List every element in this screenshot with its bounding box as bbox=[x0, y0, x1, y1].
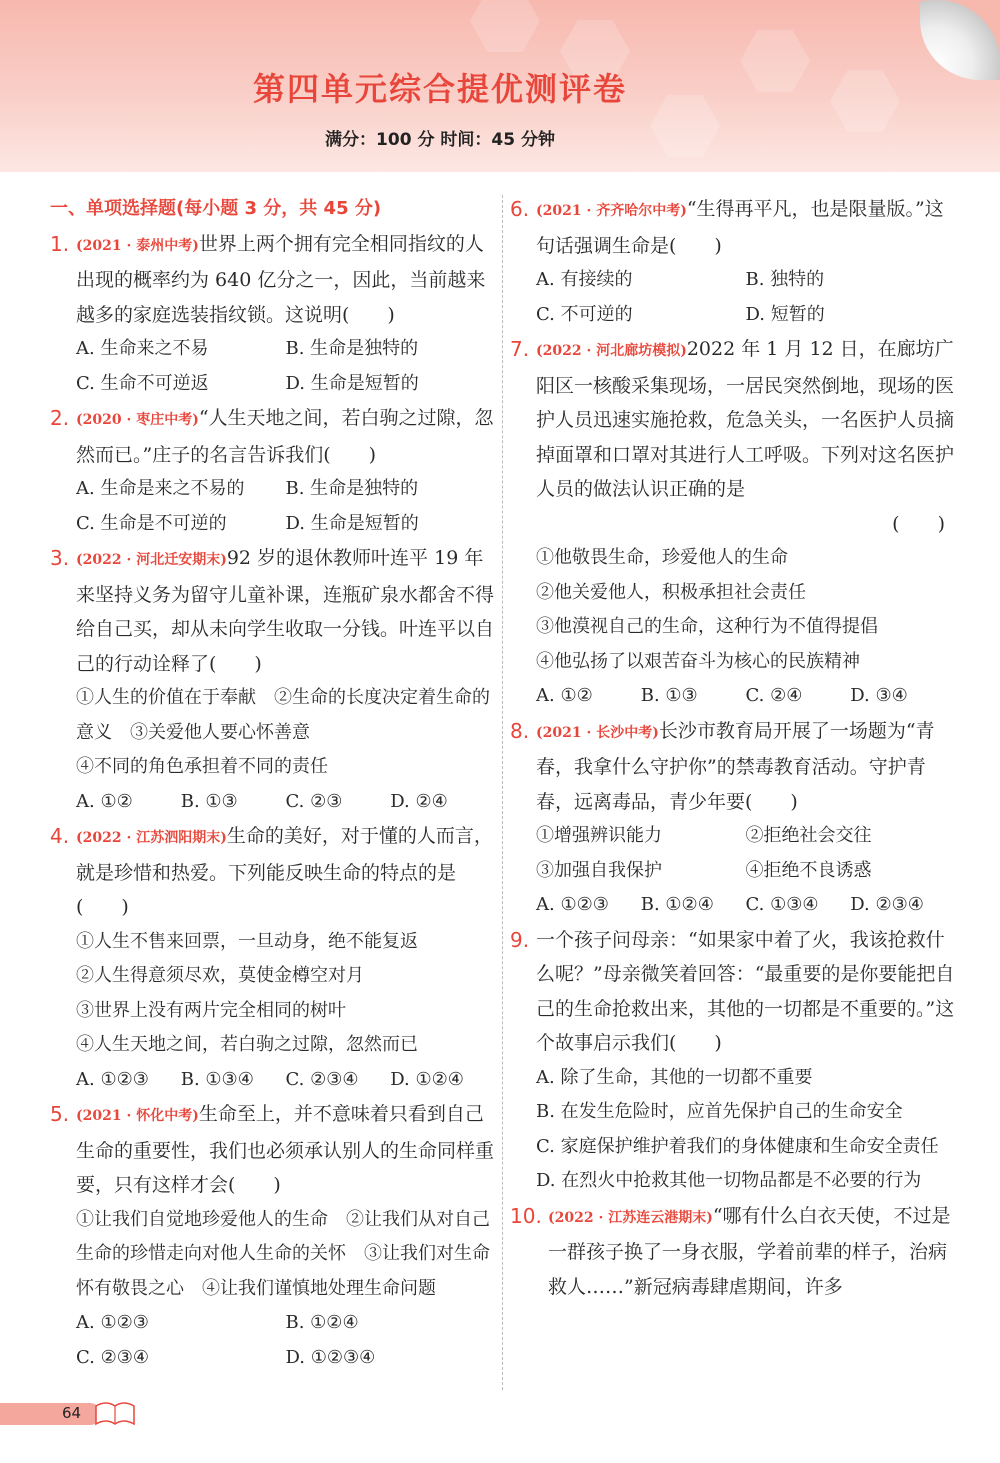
score-time-info: 满分：100 分 时间：45 分钟 bbox=[325, 130, 555, 150]
question-3 bbox=[50, 541, 495, 819]
question-stem: 2022 年 1 月 12 日，在廊坊广阳区一核酸采集现场，一居民突然倒地，现场的医护人员迅速实施抢救，危急关头，一名医护人员摘掉面罩和口罩对其进行人工呼吸。下列对这名医护人员的做法认识正确的是 bbox=[536, 338, 955, 500]
statement-item: ④拒绝不良诱惑 bbox=[745, 859, 872, 881]
option-b[interactable]: B. 独特的 bbox=[745, 269, 825, 290]
option-a[interactable]: A. 除了生命，其他的一切都不重要 bbox=[536, 1066, 813, 1088]
page-footer bbox=[0, 1398, 140, 1428]
option-b[interactable]: B. ①③ bbox=[180, 790, 238, 812]
option-d[interactable]: D. ①②④ bbox=[390, 1068, 464, 1090]
question-5 bbox=[50, 1097, 495, 1375]
statement-item: ③他漠视自己的生命，这种行为不值得提倡 bbox=[536, 616, 878, 637]
question-number: 6. bbox=[510, 197, 530, 221]
question-6 bbox=[510, 192, 955, 332]
question-number: 8. bbox=[510, 718, 530, 743]
right-column bbox=[510, 192, 955, 1304]
statement-item: ③加强自我保护 bbox=[536, 859, 662, 881]
option-d[interactable]: D. ①②③④ bbox=[285, 1346, 376, 1368]
statement-item: ②拒绝社会交往 bbox=[745, 825, 872, 846]
question-number: 4. bbox=[50, 824, 70, 848]
option-b[interactable]: B. ①②④ bbox=[640, 894, 714, 915]
page-header bbox=[0, 0, 1000, 172]
option-d[interactable]: D. ③④ bbox=[850, 685, 908, 706]
question-stem: “哪有什么白衣天使，不过是一群孩子换了一身衣服，学着前辈的样子，治病救人……”新冠病毒肆虐期间，许多 bbox=[548, 1204, 951, 1298]
statement-row bbox=[536, 819, 955, 854]
statement-item: ①人生不售来回票，一旦动身，绝不能复返 bbox=[76, 930, 418, 952]
option-c[interactable]: C. 生命不可逆返 bbox=[76, 372, 209, 394]
options bbox=[76, 472, 495, 507]
statement-row bbox=[536, 854, 955, 889]
question-stem: 一个孩子问母亲：“如果家中着了火，我该抢救什么呢？”母亲微笑着回答：“最重要的是你要能把自己的生命抢救出来，其他的一切都是不重要的。”这个故事启示我们( ) bbox=[536, 928, 955, 1054]
statement-item: ②他关爱他人，积极承担社会责任 bbox=[536, 581, 806, 603]
option-d[interactable]: D. 短暂的 bbox=[745, 303, 825, 325]
book-icon bbox=[92, 1398, 138, 1428]
page-curl-icon bbox=[920, 0, 1000, 80]
question-source: (2022 · 江苏连云港期末) bbox=[548, 1209, 713, 1226]
left-column bbox=[50, 192, 495, 1375]
options bbox=[536, 679, 955, 714]
question-9 bbox=[510, 923, 955, 1199]
question-source: (2021 · 齐齐哈尔中考) bbox=[536, 203, 687, 219]
statement-item: ④不同的角色承担着不同的责任 bbox=[76, 756, 328, 777]
question-7 bbox=[510, 332, 955, 714]
question-number: 2. bbox=[50, 406, 70, 430]
question-number: 3. bbox=[50, 546, 70, 570]
statement-item: ①让我们自觉地珍爱他人的生命 ②让我们从对自己生命的珍惜走向对他人生命的关怀 ③让我们对生命怀有敬畏之心 ④让我们谨慎地处理生命问题 bbox=[76, 1208, 490, 1299]
question-source: (2022 · 河北廊坊模拟) bbox=[536, 343, 687, 359]
section-title: 一、单项选择题(每小题 3 分，共 45 分) bbox=[50, 198, 382, 219]
question-source: (2021 · 长沙中考) bbox=[536, 724, 659, 741]
question-source: (2022 · 河北迁安期末) bbox=[76, 552, 227, 568]
options bbox=[76, 785, 495, 820]
question-number: 10. bbox=[510, 1203, 542, 1228]
option-c[interactable]: C. 家庭保护维护着我们的身体健康和生命安全责任 bbox=[536, 1135, 939, 1157]
question-stem: 生命的美好，对于懂的人而言，就是珍惜和热爱。下列能反映生命的特点的是( ) bbox=[76, 825, 493, 918]
options bbox=[76, 367, 495, 402]
question-stem: 世界上两个拥有完全相同指纹的人出现的概率约为 640 亿分之一，因此，当前越来越多的家庭选装指纹锁。这说明( ) bbox=[76, 232, 486, 326]
option-c[interactable]: C. ②③ bbox=[285, 790, 343, 812]
question-1 bbox=[50, 227, 495, 402]
option-b[interactable]: B. 生命是独特的 bbox=[285, 478, 419, 499]
statement-item: ①增强辨识能力 bbox=[536, 825, 662, 846]
option-c[interactable]: C. ①③④ bbox=[745, 894, 819, 915]
question-source: (2021 · 泰州中考) bbox=[76, 237, 199, 254]
option-a[interactable]: A. ①② bbox=[76, 790, 133, 812]
option-c[interactable]: C. 不可逆的 bbox=[536, 303, 633, 325]
option-c[interactable]: C. 生命是不可逆的 bbox=[76, 512, 227, 534]
statement-item: ④他弘扬了以艰苦奋斗为核心的民族精神 bbox=[536, 650, 860, 672]
options bbox=[536, 888, 955, 923]
option-c[interactable]: C. ②④ bbox=[745, 685, 803, 706]
option-a[interactable]: A. ①②③ bbox=[76, 1312, 149, 1333]
question-source: (2022 · 江苏泗阳期末) bbox=[76, 830, 227, 846]
question-source: (2021 · 怀化中考) bbox=[76, 1108, 199, 1124]
options bbox=[76, 1063, 495, 1098]
option-d[interactable]: D. 生命是短暂的 bbox=[285, 512, 419, 534]
question-8 bbox=[510, 714, 955, 923]
option-a[interactable]: A. 生命是来之不易的 bbox=[76, 478, 245, 499]
option-c[interactable]: C. ②③④ bbox=[285, 1068, 359, 1090]
option-d[interactable]: D. ②③④ bbox=[850, 894, 924, 915]
statement-item: ②人生得意须尽欢，莫使金樽空对月 bbox=[76, 965, 364, 986]
statement-item: ①人生的价值在于奉献 ②生命的长度决定着生命的意义 ③关爱他人要心怀善意 bbox=[76, 687, 490, 743]
option-d[interactable]: D. 生命是短暂的 bbox=[285, 372, 419, 394]
option-c[interactable]: C. ②③④ bbox=[76, 1346, 149, 1368]
statement-item: ③世界上没有两片完全相同的树叶 bbox=[76, 999, 346, 1021]
question-number: 1. bbox=[50, 231, 70, 256]
option-b[interactable]: B. ①③ bbox=[640, 685, 698, 706]
answer-paren: ( ) bbox=[892, 512, 945, 535]
question-source: (2020 · 枣庄中考) bbox=[76, 412, 199, 428]
option-b[interactable]: B. 生命是独特的 bbox=[285, 338, 419, 359]
question-number: 7. bbox=[510, 337, 530, 361]
question-stem: “人生天地之间，若白驹之过隙，忽然而已。”庄子的名言告诉我们( ) bbox=[76, 407, 494, 466]
footer-bar bbox=[0, 1403, 100, 1425]
option-a[interactable]: A. 生命来之不易 bbox=[76, 338, 209, 359]
question-stem: “生得再平凡，也是限量版。”这句话强调生命是( ) bbox=[536, 198, 944, 257]
question-number: 9. bbox=[510, 927, 530, 952]
statement-item: ④人生天地之间，若白驹之过隙，忽然而已 bbox=[76, 1034, 418, 1055]
option-b[interactable]: B. ①②④ bbox=[285, 1312, 359, 1333]
hex-decoration bbox=[470, 0, 540, 52]
question-10 bbox=[510, 1199, 955, 1305]
option-a[interactable]: A. 有接续的 bbox=[536, 269, 633, 290]
option-d[interactable]: D. 在烈火中抢救其他一切物品都是不必要的行为 bbox=[536, 1170, 922, 1191]
question-2 bbox=[50, 401, 495, 541]
option-b[interactable]: B. ①③④ bbox=[180, 1068, 254, 1090]
options bbox=[76, 1341, 495, 1376]
page-number: 64 bbox=[62, 1404, 82, 1422]
question-stem: 92 岁的退休教师叶连平 19 年来坚持义务为留守儿童补课，连瓶矿泉水都舍不得给自己买，却从未向学生收取一分钱。叶连平以自己的行动诠释了( ) bbox=[76, 547, 495, 675]
option-b[interactable]: B. 在发生危险时，应首先保护自己的生命安全 bbox=[536, 1101, 903, 1122]
statement-item: ①他敬畏生命，珍爱他人的生命 bbox=[536, 547, 788, 568]
options bbox=[536, 298, 955, 333]
options bbox=[76, 507, 495, 542]
option-d[interactable]: D. ②④ bbox=[390, 790, 448, 812]
option-a[interactable]: A. ①②③ bbox=[536, 894, 609, 915]
question-4 bbox=[50, 819, 495, 1097]
options bbox=[76, 1306, 495, 1341]
option-a[interactable]: A. ①② bbox=[536, 685, 593, 706]
option-a[interactable]: A. ①②③ bbox=[76, 1068, 149, 1090]
question-stem: 生命至上，并不意味着只看到自己生命的重要性，我们也必须承认别人的生命同样重要，只有这样才会( ) bbox=[76, 1103, 495, 1196]
column-divider bbox=[502, 195, 503, 1390]
options bbox=[76, 332, 495, 367]
options bbox=[536, 263, 955, 298]
page-title: 第四单元综合提优测评卷 bbox=[252, 70, 627, 108]
question-stem: 长沙市教育局开展了一场题为“青春，我拿什么守护你”的禁毒教育活动。守护青春，远离毒品，青少年要( ) bbox=[536, 719, 935, 813]
question-number: 5. bbox=[50, 1102, 70, 1126]
